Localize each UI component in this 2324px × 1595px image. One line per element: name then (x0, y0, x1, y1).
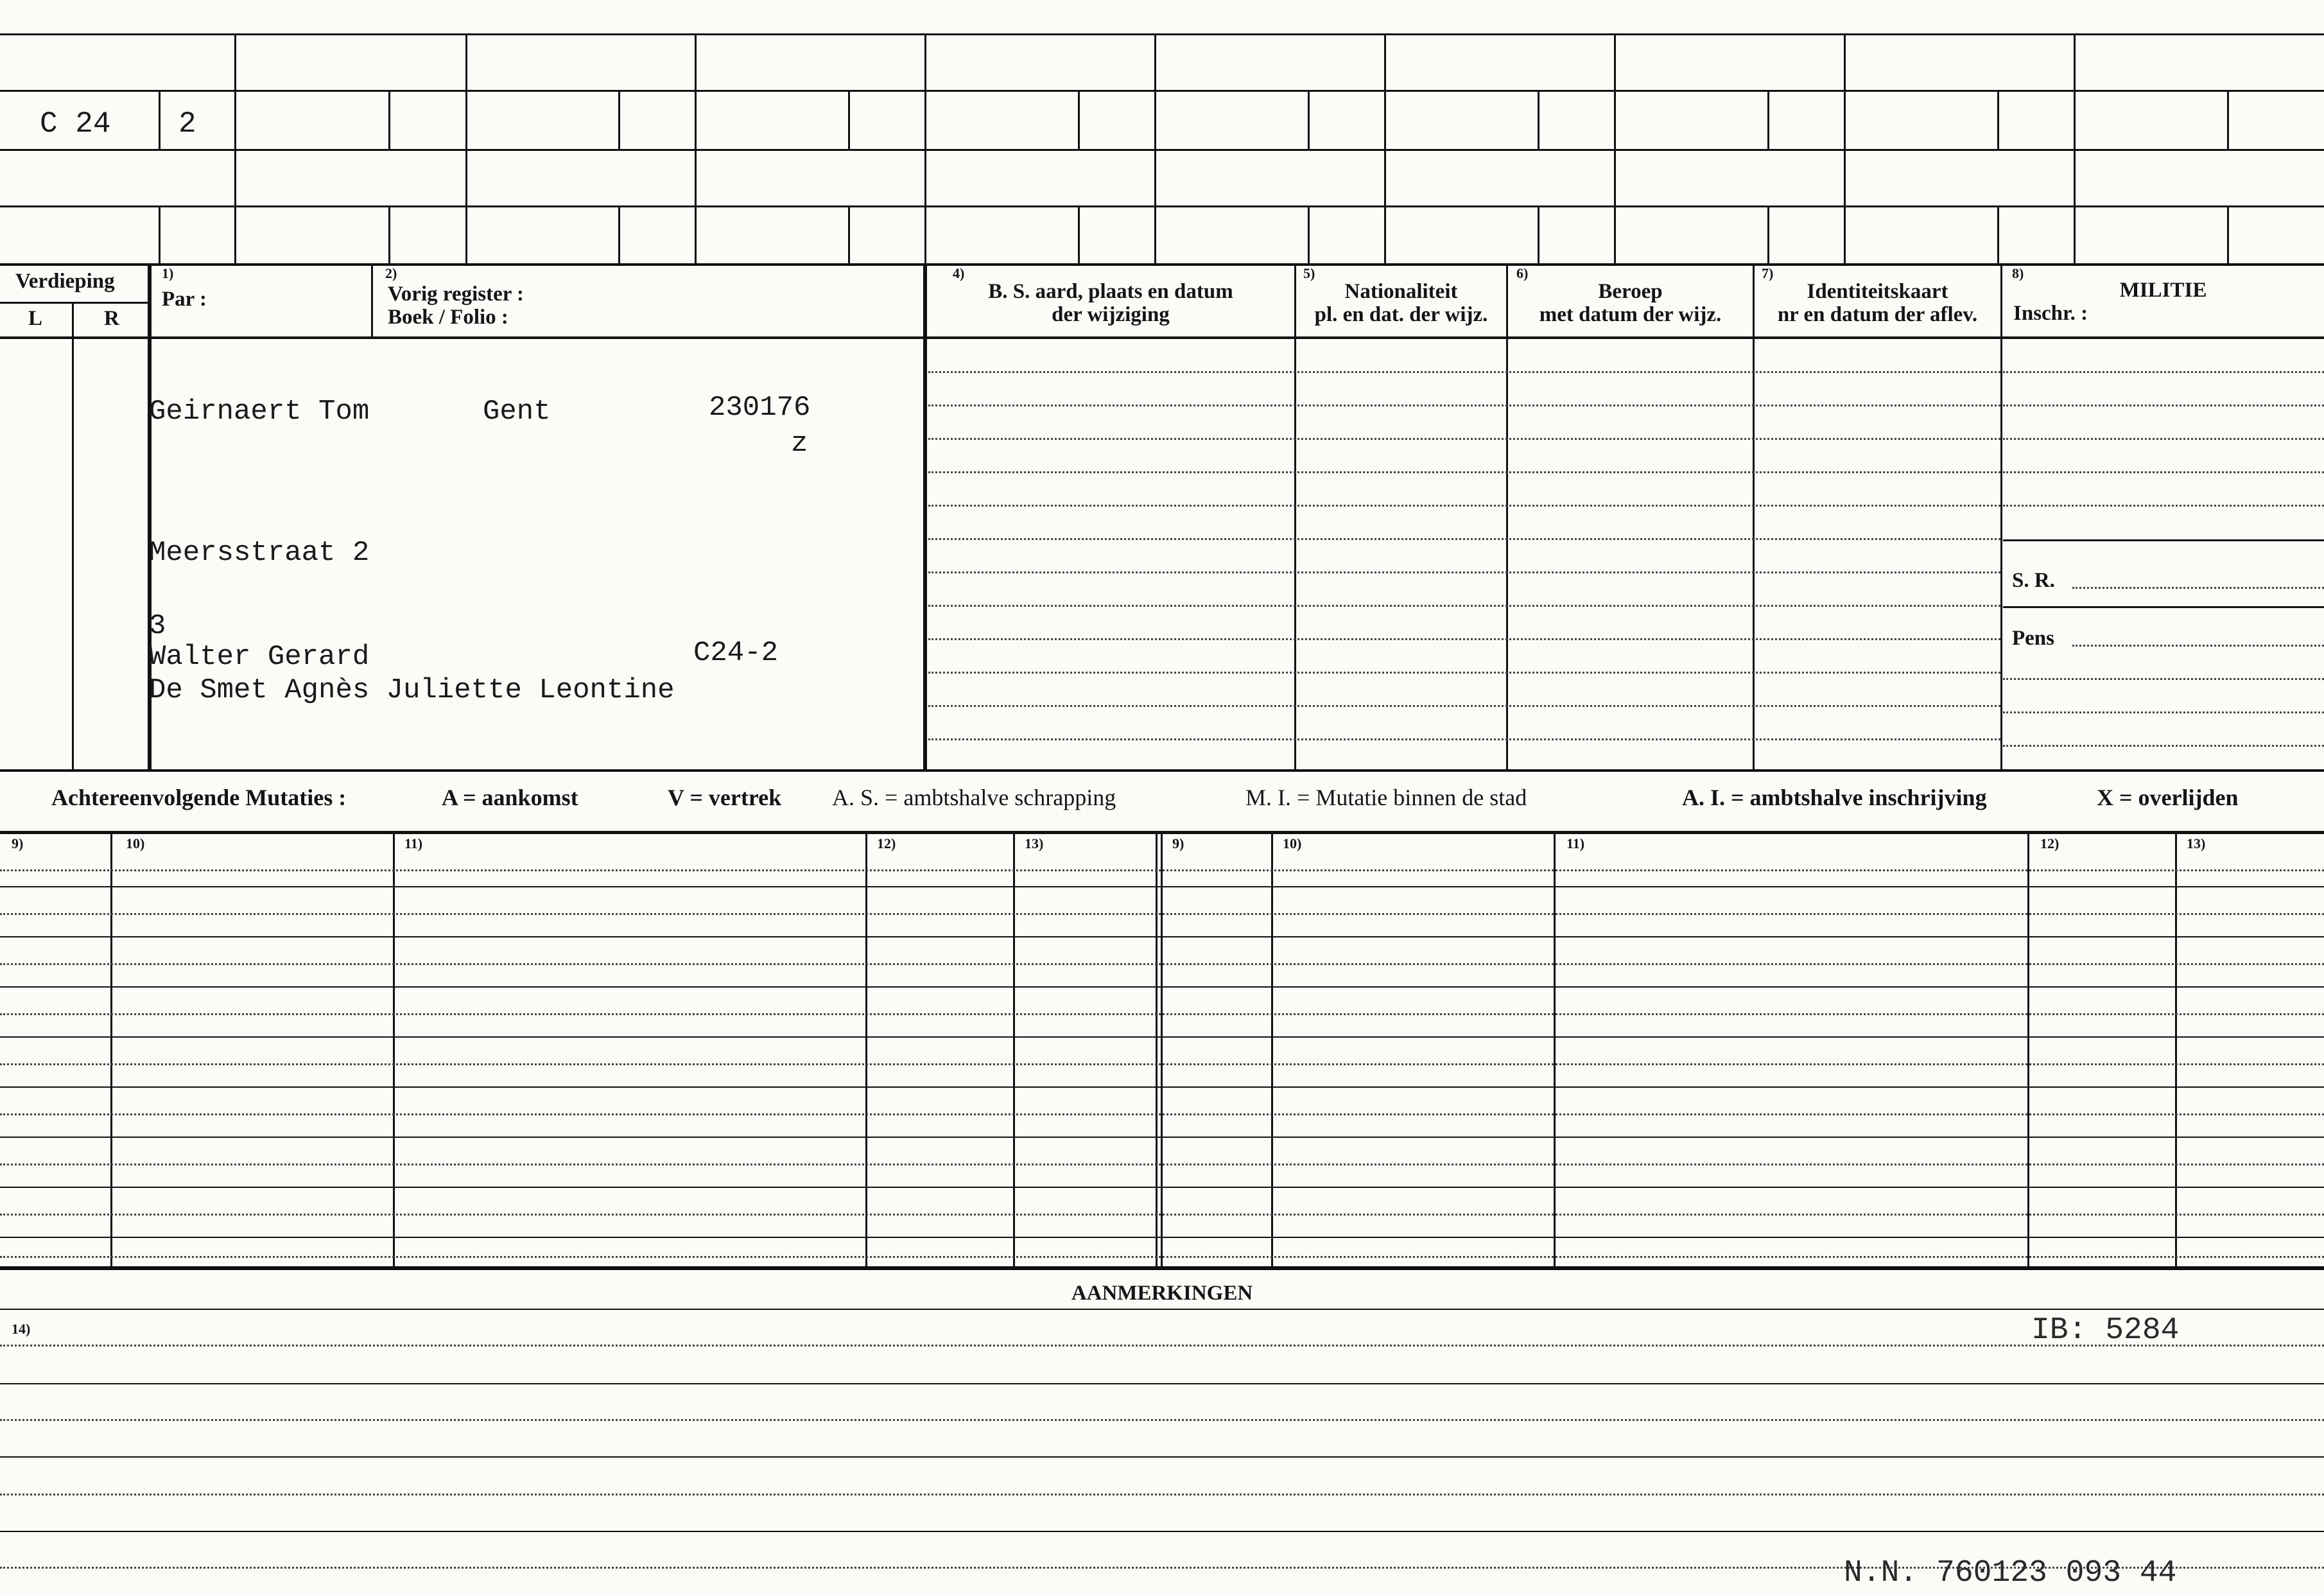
verdieping-left-label: L (28, 307, 43, 330)
col6-number: 6) (1516, 265, 1529, 281)
mother-name: De Smet Agnès Juliette Leontine (149, 674, 675, 706)
person-birthplace: Gent (483, 396, 551, 428)
remarks-title: AANMERKINGEN (1071, 1282, 1253, 1305)
bs-header-line1: B. S. aard, plaats en datum (988, 280, 1233, 303)
mut-col13-right: 13) (2187, 835, 2206, 851)
mut-col13-left: 13) (1025, 835, 1044, 851)
verdieping-right-label: R (104, 307, 119, 330)
mut-col9-left: 9) (12, 835, 24, 851)
father-name: Walter Gerard (149, 641, 370, 673)
sr-label: S. R. (2012, 569, 2055, 592)
remarks-number: 14) (12, 1321, 31, 1337)
beroep-header-line2: met datum der wijz. (1539, 303, 1722, 326)
inschr-label: Inschr. : (2013, 302, 2088, 325)
legend-a-key: A (442, 785, 458, 810)
legend-v-key: V (668, 785, 684, 810)
mut-col9-right: 9) (1172, 835, 1184, 851)
legend-a-value: aankomst (481, 785, 578, 810)
legend-ai-key: A. I. (1682, 785, 1726, 810)
person-birthdate: 230176 (709, 392, 811, 424)
col7-number: 7) (1762, 265, 1774, 281)
mut-col12-left: 12) (877, 835, 896, 851)
household-code: 3 (149, 610, 166, 642)
militie-header: MILITIE (2119, 279, 2207, 302)
ib-stamp: IB: 5284 (2031, 1313, 2180, 1348)
col1-number: 1) (162, 265, 174, 281)
nationaliteit-header-line1: Nationaliteit (1344, 280, 1458, 303)
legend-mi-value: Mutatie binnen de stad (1315, 785, 1527, 810)
legend-as-value: ambtshalve schrapping (903, 785, 1116, 810)
nationaliteit-header-line2: pl. en dat. der wijz. (1314, 303, 1488, 326)
identiteitskaart-header-line2: nr en datum der aflev. (1777, 303, 1978, 326)
filing-code-right: 2 (178, 107, 196, 141)
mut-col11-right: 11) (1566, 835, 1585, 851)
identiteitskaart-header-line1: Identiteitskaart (1807, 280, 1948, 303)
col4-number: 4) (953, 265, 965, 281)
mut-col10-right: 10) (1283, 835, 1302, 851)
col8-number: 8) (2012, 265, 2024, 281)
mut-col12-right: 12) (2040, 835, 2060, 851)
person-name: Geirnaert Tom (149, 396, 370, 428)
pens-label: Pens (2012, 627, 2054, 650)
national-number-stamp: N.N. 760123 093 44 (1844, 1556, 2177, 1591)
legend-mi-key: M. I. (1245, 785, 1291, 810)
par-label: Par : (162, 288, 207, 311)
col2-number: 2) (385, 265, 397, 281)
legend-x-key: X (2097, 785, 2113, 810)
person-address: Meersstraat 2 (149, 537, 370, 569)
col5-number: 5) (1303, 265, 1315, 281)
legend-title: Achtereenvolgende Mutaties : (51, 785, 347, 810)
filing-code-left: C 24 (40, 107, 111, 141)
verdieping-label: Verdieping (15, 270, 115, 293)
vorig-register-label: Vorig register : (388, 283, 525, 306)
beroep-header-line1: Beroep (1598, 280, 1663, 303)
legend-ai-value: ambtshalve inschrijving (1749, 785, 1987, 810)
bs-header-line2: der wijziging (1052, 303, 1170, 326)
mut-col11-left: 11) (404, 835, 423, 851)
legend-v-value: vertrek (708, 785, 782, 810)
legend-x-value: overlijden (2138, 785, 2239, 810)
legend-as-key: A. S. (832, 785, 880, 810)
boek-folio-label: Boek / Folio : (388, 306, 508, 329)
mut-col10-left: 10) (126, 835, 145, 851)
father-reference: C24-2 (693, 637, 779, 669)
person-sex: z (791, 428, 808, 460)
